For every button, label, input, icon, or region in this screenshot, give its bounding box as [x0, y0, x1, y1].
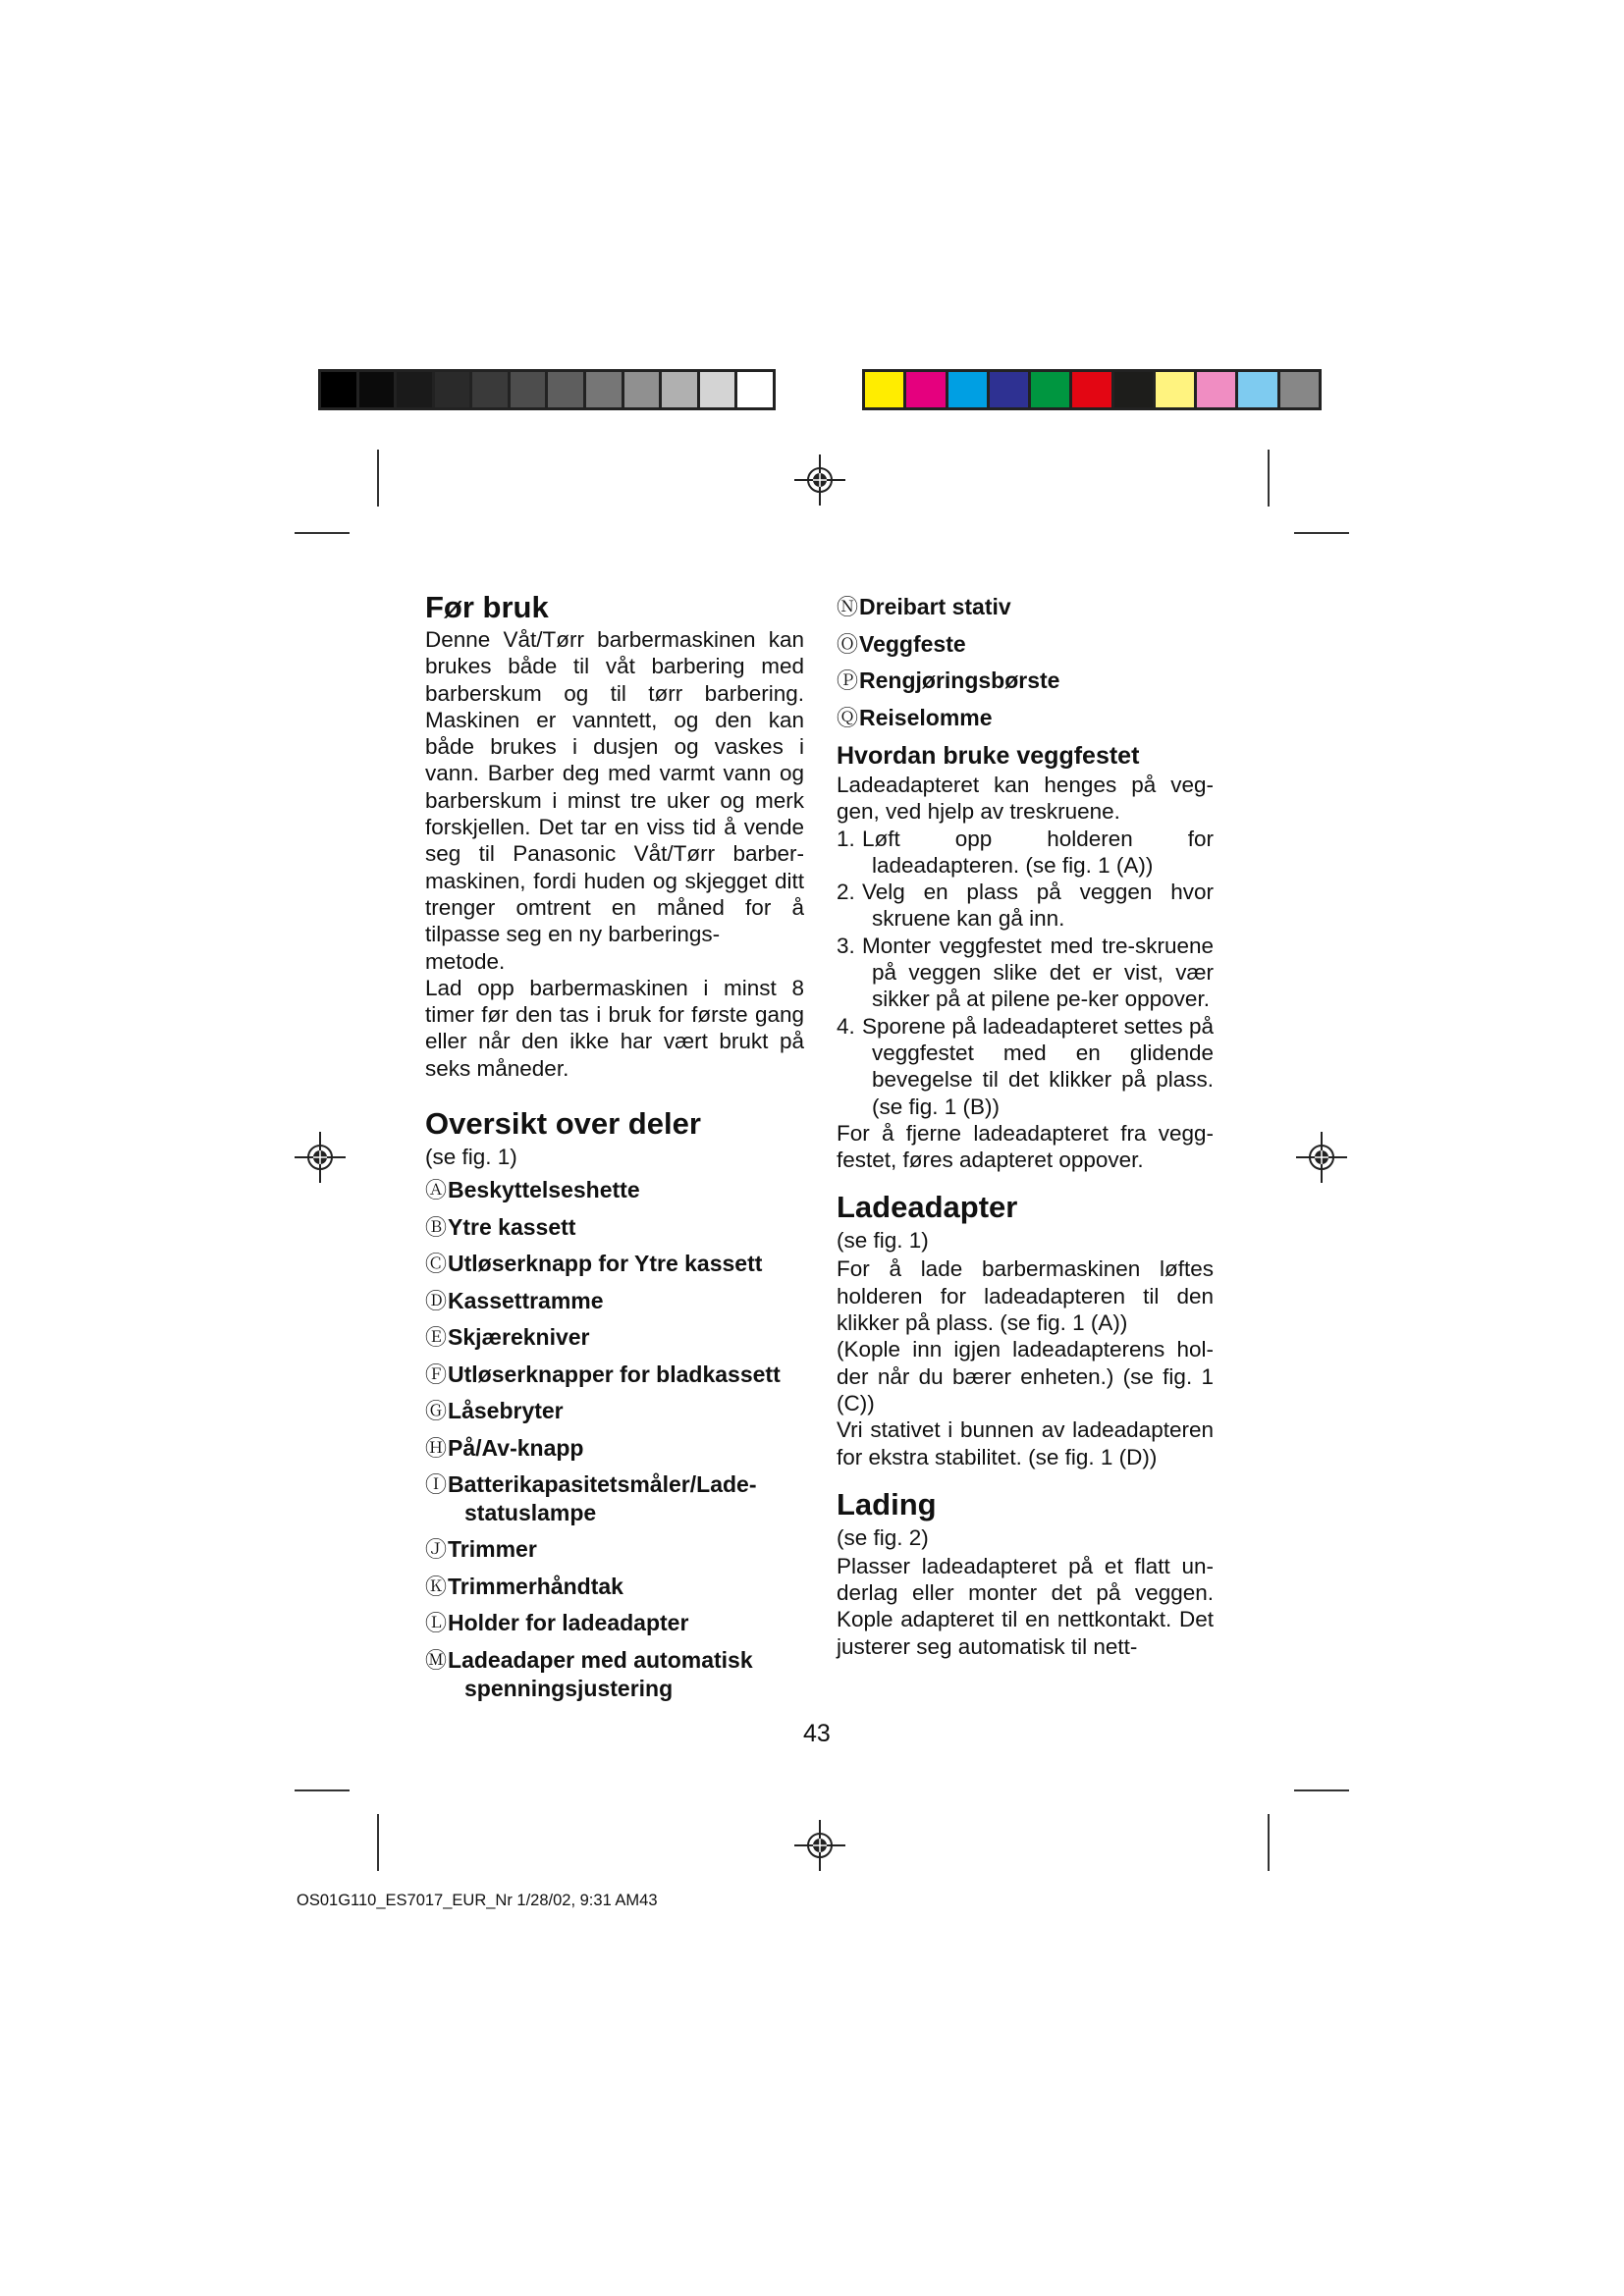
part-label: Ladeadaper med automatisk — [448, 1646, 753, 1673]
adapter-paragraph: Vri stativet i bunnen av ladeadapteren for ekstra stabilitet. (se fig. 1 (D)) — [837, 1417, 1214, 1469]
part-letter-icon: Ⓐ — [425, 1178, 448, 1203]
part-label: Trimmer — [448, 1536, 537, 1563]
step-text: Velg en plass på veggen hvor skruene kan gå inn. — [862, 880, 1214, 932]
registration-mark-icon — [794, 1820, 845, 1871]
parts-list-item — [837, 589, 1214, 626]
left-column — [425, 589, 804, 1707]
part-letter-icon: Ⓔ — [425, 1325, 448, 1351]
wall-mount-step — [837, 933, 1214, 1013]
part-label: Batterikapasitetsmåler/Lade- — [448, 1471, 757, 1498]
wall-mount-step — [837, 879, 1214, 933]
charging-paragraph: Plasser ladeadapteret på et flatt un-derlag eller monter det på veggen. Kople adapteret til en nettkontakt. Det justerer seg automatisk til nett- — [837, 1553, 1214, 1659]
parts-list-item — [425, 1357, 804, 1394]
parts-list-item — [425, 1646, 804, 1703]
parts-list-item — [837, 663, 1214, 700]
step-number: 1. — [837, 826, 855, 851]
parts-list-item — [425, 1569, 804, 1606]
registration-mark-icon — [295, 1132, 346, 1183]
crop-mark — [1294, 1789, 1349, 1791]
crop-mark — [1268, 1814, 1270, 1871]
adapter-figure-reference: (se fig. 1) — [837, 1228, 929, 1254]
color-swatch — [865, 372, 906, 407]
process-color-bar — [862, 369, 1322, 410]
parts-list-item — [425, 1470, 804, 1527]
color-swatch — [948, 372, 990, 407]
step-number: 3. — [837, 933, 855, 958]
color-swatch — [700, 372, 738, 407]
parts-figure-reference: (se fig. 1) — [425, 1145, 517, 1170]
part-letter-icon: Ⓘ — [425, 1472, 448, 1498]
part-label: Reiselomme — [859, 704, 993, 730]
part-letter-icon: Ⓙ — [425, 1537, 448, 1563]
part-letter-icon: Ⓚ — [425, 1574, 448, 1599]
section-title-wall-mount: Hvordan bruke veggfestet — [837, 742, 1140, 770]
charging-figure-reference: (se fig. 2) — [837, 1524, 929, 1550]
section-title-charging-adapter: Ladeadapter — [837, 1190, 1018, 1225]
print-footer: OS01G110_ES7017_EUR_Nr 1/28/02, 9:31 AM43 — [297, 1892, 658, 1909]
color-swatch — [662, 372, 700, 407]
part-label: Rengjøringsbørste — [859, 667, 1060, 693]
parts-list-item — [425, 1209, 804, 1247]
part-label: Holder for ladeadapter — [448, 1610, 689, 1636]
registration-mark-icon — [1296, 1132, 1347, 1183]
registration-mark-icon — [794, 454, 845, 506]
part-letter-icon: Ⓝ — [837, 595, 859, 619]
parts-list-item — [425, 1531, 804, 1569]
color-swatch — [906, 372, 947, 407]
part-label: Veggfeste — [859, 630, 966, 657]
color-swatch — [1197, 372, 1238, 407]
part-label: Dreibart stativ — [859, 594, 1011, 619]
color-swatch — [321, 372, 359, 407]
crop-mark — [295, 1789, 350, 1791]
part-letter-icon: Ⓗ — [425, 1435, 448, 1461]
part-label: Utløserknapper for bladkassett — [448, 1361, 781, 1387]
part-letter-icon: Ⓒ — [425, 1252, 448, 1277]
grayscale-color-bar — [318, 369, 776, 410]
part-label-continuation: statuslampe — [464, 1500, 597, 1526]
part-label: På/Av-knapp — [448, 1434, 584, 1461]
intro-paragraph-end: metode. — [425, 948, 506, 974]
crop-mark — [377, 1814, 379, 1871]
color-swatch — [1156, 372, 1197, 407]
page-number: 43 — [803, 1720, 831, 1747]
parts-list-item — [837, 700, 1214, 737]
section-title-parts-overview: Oversikt over deler — [425, 1106, 701, 1142]
step-text: Sporene på ladeadapteret settes på veggfestet med en glidende bevegelse til det klikker på plass. (se fig. 1 (B)) — [862, 1013, 1214, 1119]
color-swatch — [1114, 372, 1156, 407]
right-column — [837, 589, 1214, 1660]
wall-mount-remove-note: For å fjerne ladeadapteret fra vegg-festet, føres adapteret oppover. — [837, 1120, 1214, 1173]
wall-mount-steps — [837, 826, 1214, 1120]
color-swatch — [548, 372, 586, 407]
section-title-before-use: Før bruk — [425, 590, 549, 624]
color-swatch — [1072, 372, 1113, 407]
wall-mount-intro: Ladeadapteret kan henges på veg-gen, ved hjelp av treskruene. — [837, 773, 1214, 825]
color-swatch — [397, 372, 435, 407]
crop-mark — [1294, 532, 1349, 534]
color-swatch — [511, 372, 549, 407]
section-title-charging: Lading — [837, 1486, 937, 1522]
wall-mount-step — [837, 1013, 1214, 1120]
part-letter-icon: Ⓕ — [425, 1362, 448, 1387]
part-letter-icon: Ⓟ — [837, 668, 859, 693]
part-letter-icon: Ⓠ — [837, 705, 859, 730]
parts-list-item — [425, 1172, 804, 1209]
part-label: Kassettramme — [448, 1287, 604, 1313]
parts-list-item — [425, 1393, 804, 1430]
part-letter-icon: Ⓑ — [425, 1214, 448, 1240]
part-label: Beskyttelseshette — [448, 1177, 640, 1203]
crop-mark — [295, 532, 350, 534]
part-label: Ytre kassett — [448, 1213, 576, 1240]
step-number: 2. — [837, 880, 855, 905]
parts-list-continued — [837, 589, 1214, 736]
part-letter-icon: Ⓖ — [425, 1399, 448, 1424]
charge-note-paragraph: Lad opp barbermaskinen i minst 8 timer før den tas i bruk for første gang eller når den ikke har vært brukt på seks måneder. — [425, 975, 804, 1081]
part-label: Låsebryter — [448, 1398, 564, 1424]
adapter-paragraph: For å lade barbermaskinen løftes holderen for ladeadapteren til den klikker på plass. (se fig. 1 (A)) — [837, 1256, 1214, 1336]
color-swatch — [737, 372, 773, 407]
part-label: Trimmerhåndtak — [448, 1573, 623, 1599]
part-letter-icon: Ⓓ — [425, 1288, 448, 1313]
part-label: Skjærekniver — [448, 1324, 590, 1351]
color-swatch — [990, 372, 1031, 407]
color-swatch — [359, 372, 398, 407]
color-swatch — [586, 372, 624, 407]
part-letter-icon: Ⓜ — [425, 1647, 448, 1673]
crop-mark — [377, 450, 379, 507]
part-label: Utløserknapp for Ytre kassett — [448, 1251, 763, 1277]
intro-paragraph: Denne Våt/Tørr barbermaskinen kan brukes både til våt barbering med barberskum og til tørr barbering. Maskinen er vanntett, og den kan både brukes i dusjen og vaskes i vann. Barber deg med varmt vann og barberskum i minst tre uker og merk forskjellen. Det tar en viss tid å vende seg til Panasonic Våt/Tørr barber-maskinen, fordi huden og skjegget ditt trenger omtrent en måned for å tilpasse seg en ny barberings- — [425, 627, 804, 947]
parts-list-item — [837, 626, 1214, 664]
parts-list-item — [425, 1283, 804, 1320]
adapter-paragraph: (Kople inn igjen ladeadapterens hol-der når du bærer enheten.) (se fig. 1 (C)) — [837, 1337, 1214, 1415]
color-swatch — [435, 372, 473, 407]
color-swatch — [624, 372, 663, 407]
step-number: 4. — [837, 1013, 855, 1039]
part-label-continuation: spenningsjustering — [464, 1675, 674, 1701]
parts-list-item — [425, 1430, 804, 1468]
parts-list-item — [425, 1319, 804, 1357]
wall-mount-step — [837, 826, 1214, 880]
part-letter-icon: Ⓞ — [837, 631, 859, 657]
crop-mark — [1268, 450, 1270, 507]
parts-list — [425, 1172, 804, 1703]
color-swatch — [1238, 372, 1279, 407]
color-swatch — [1031, 372, 1072, 407]
color-swatch — [472, 372, 511, 407]
parts-list-item — [425, 1246, 804, 1283]
color-swatch — [1280, 372, 1319, 407]
parts-list-item — [425, 1605, 804, 1642]
part-letter-icon: Ⓛ — [425, 1611, 448, 1636]
step-text: Løft opp holderen for ladeadapteren. (se fig. 1 (A)) — [862, 826, 1214, 878]
step-text: Monter veggfestet med tre-skruene på veggen slike det er vist, vær sikker på at pilene pe-ker oppover. — [862, 933, 1214, 1012]
